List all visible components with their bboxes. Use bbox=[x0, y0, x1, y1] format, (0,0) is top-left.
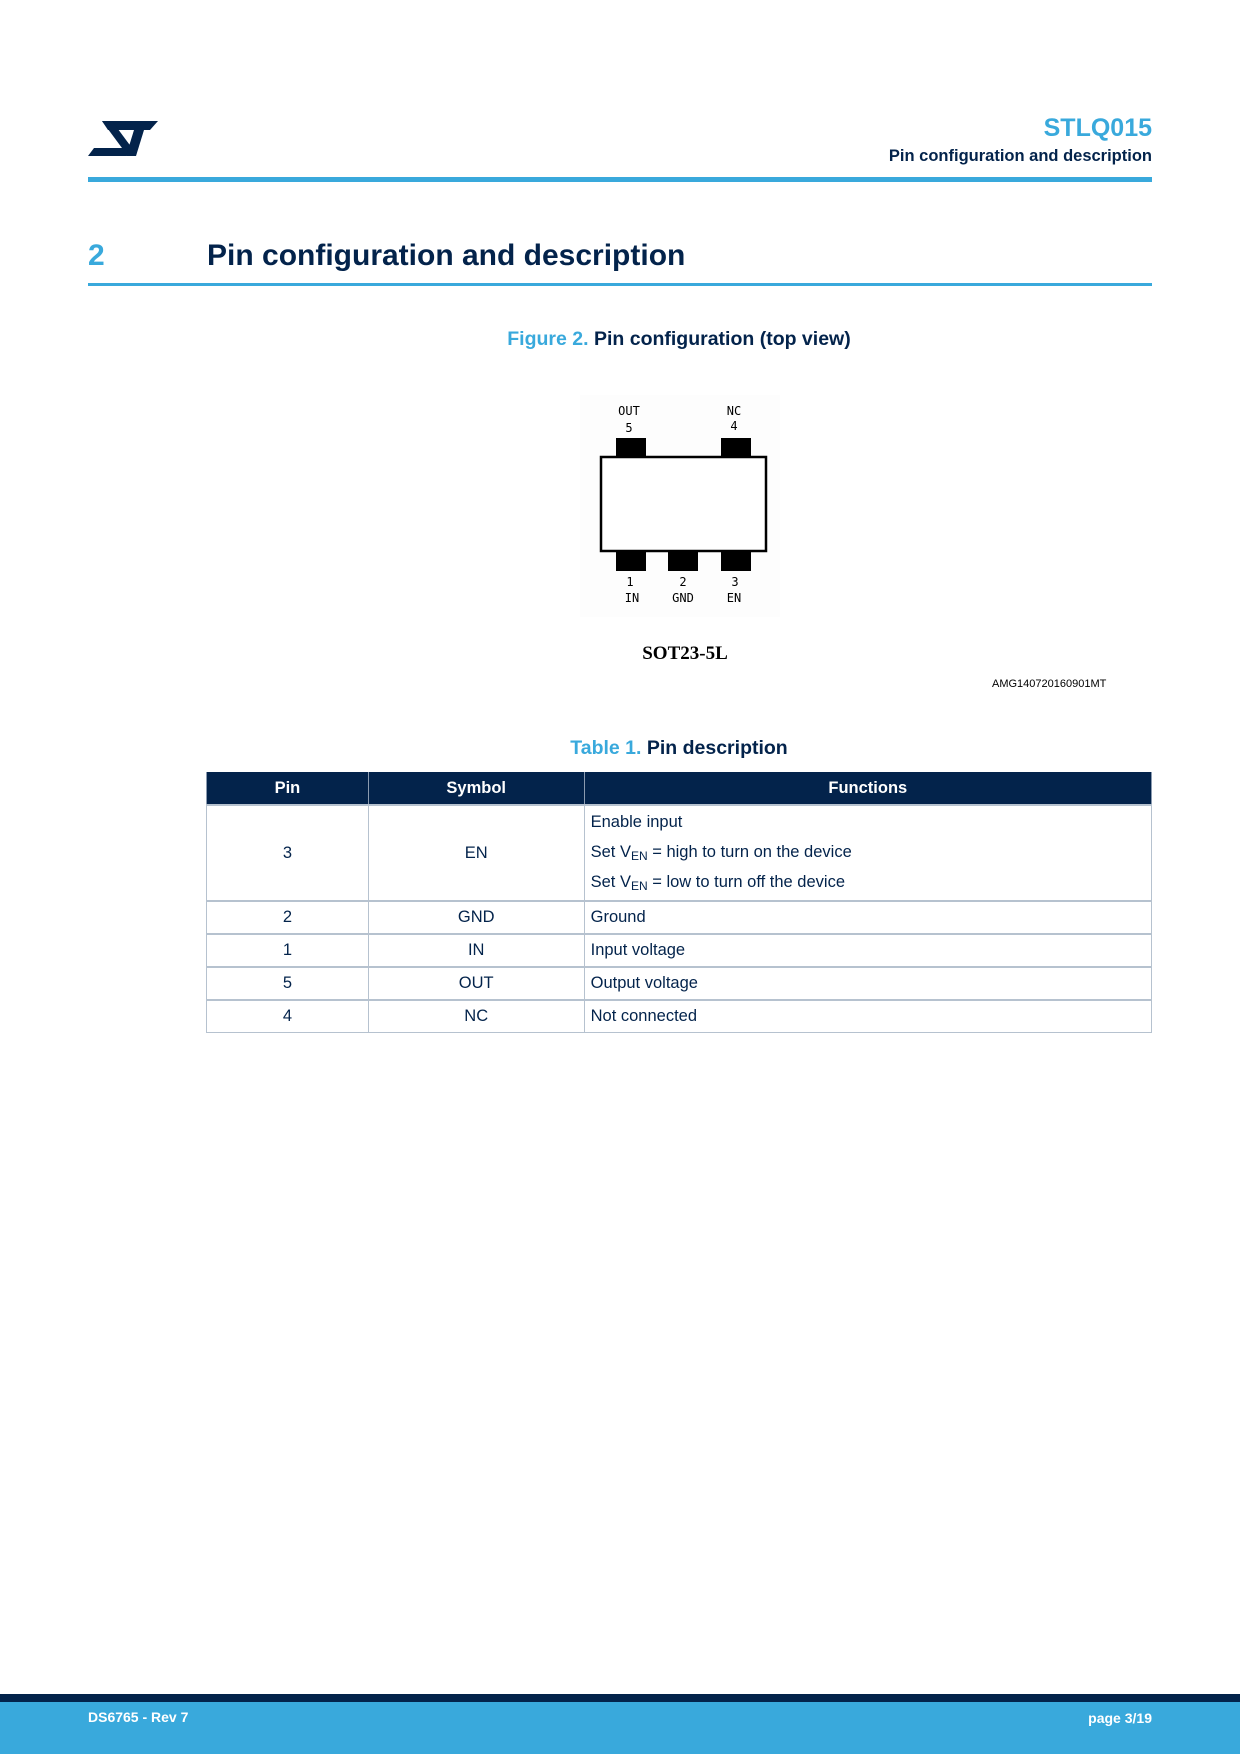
pin-pad bbox=[616, 438, 646, 458]
column-header-pin: Pin bbox=[207, 772, 369, 805]
section-title: Pin configuration and description bbox=[207, 239, 686, 272]
pin-label-bottom-name: EN bbox=[726, 591, 742, 605]
document-subtitle: Pin configuration and description bbox=[888, 147, 1152, 165]
figure-caption bbox=[0, 328, 1240, 351]
table-row bbox=[207, 805, 1152, 901]
pin-label-top-number: 5 bbox=[625, 421, 633, 435]
function-line: Enable input bbox=[590, 813, 683, 831]
footer-rule bbox=[0, 1694, 1240, 1702]
symbol-cell: EN bbox=[368, 805, 584, 901]
symbol-cell: IN bbox=[368, 934, 584, 967]
pin-pad bbox=[721, 438, 751, 458]
pin-diagram bbox=[580, 395, 780, 617]
figure-title: Pin configuration (top view) bbox=[593, 328, 851, 350]
pin-pad bbox=[668, 551, 698, 571]
pin-label-bottom-number: 1 bbox=[626, 575, 634, 589]
pin-label-bottom-number: 3 bbox=[731, 575, 739, 589]
symbol-cell: OUT bbox=[368, 967, 584, 1000]
page-number: page 3/19 bbox=[1088, 1710, 1152, 1726]
st-logo bbox=[88, 118, 160, 160]
symbol-cell: NC bbox=[368, 1000, 584, 1033]
pin-label-bottom-name: GND bbox=[672, 591, 694, 605]
pin-cell: 2 bbox=[207, 901, 369, 934]
figure-id: AMG140720160901MT bbox=[992, 678, 1107, 690]
section-rule bbox=[88, 283, 1152, 286]
table-caption bbox=[0, 737, 1240, 760]
document-title: STLQ015 bbox=[1043, 114, 1152, 142]
section-number: 2 bbox=[88, 239, 105, 272]
pin-cell: 3 bbox=[207, 805, 369, 901]
pin-label-top-name: OUT bbox=[618, 404, 640, 418]
pin-label-top-number: 4 bbox=[730, 419, 738, 433]
function-line: Set $V_{EN}$ = low to turn off the device bbox=[590, 873, 845, 893]
function-line: Set $V_{EN}$ = high to turn on the device bbox=[590, 843, 852, 863]
table-row bbox=[207, 934, 1152, 967]
table-header-row bbox=[207, 772, 1152, 805]
table-row bbox=[207, 901, 1152, 934]
table-row bbox=[207, 967, 1152, 1000]
pin-label-bottom-number: 2 bbox=[679, 575, 687, 589]
pin-cell: 4 bbox=[207, 1000, 369, 1033]
pin-pad bbox=[616, 551, 646, 571]
function-cell: Not connected bbox=[584, 1000, 1151, 1033]
pin-cell: 1 bbox=[207, 934, 369, 967]
package-name: SOT23-5L bbox=[642, 643, 728, 664]
document-reference: DS6765 - Rev 7 bbox=[88, 1709, 189, 1725]
pin-pad bbox=[721, 551, 751, 571]
column-header-functions: Functions bbox=[584, 772, 1151, 805]
symbol-cell: GND bbox=[368, 901, 584, 934]
function-cell: Ground bbox=[584, 901, 1151, 934]
package-body bbox=[601, 457, 766, 551]
function-cell: Output voltage bbox=[584, 967, 1151, 1000]
pin-label-bottom-name: IN bbox=[624, 591, 640, 605]
column-header-symbol: Symbol bbox=[368, 772, 584, 805]
header-rule bbox=[88, 177, 1152, 182]
table-title: Pin description bbox=[646, 737, 788, 759]
pin-label-top-name: NC bbox=[726, 404, 742, 418]
pin-description-table bbox=[206, 772, 1152, 1033]
table-label: Table 1. bbox=[570, 737, 642, 759]
figure-label: Figure 2. bbox=[507, 328, 589, 350]
table-row bbox=[207, 1000, 1152, 1033]
function-cell: Input voltage bbox=[584, 934, 1151, 967]
function-cell bbox=[584, 805, 1151, 901]
pin-cell: 5 bbox=[207, 967, 369, 1000]
